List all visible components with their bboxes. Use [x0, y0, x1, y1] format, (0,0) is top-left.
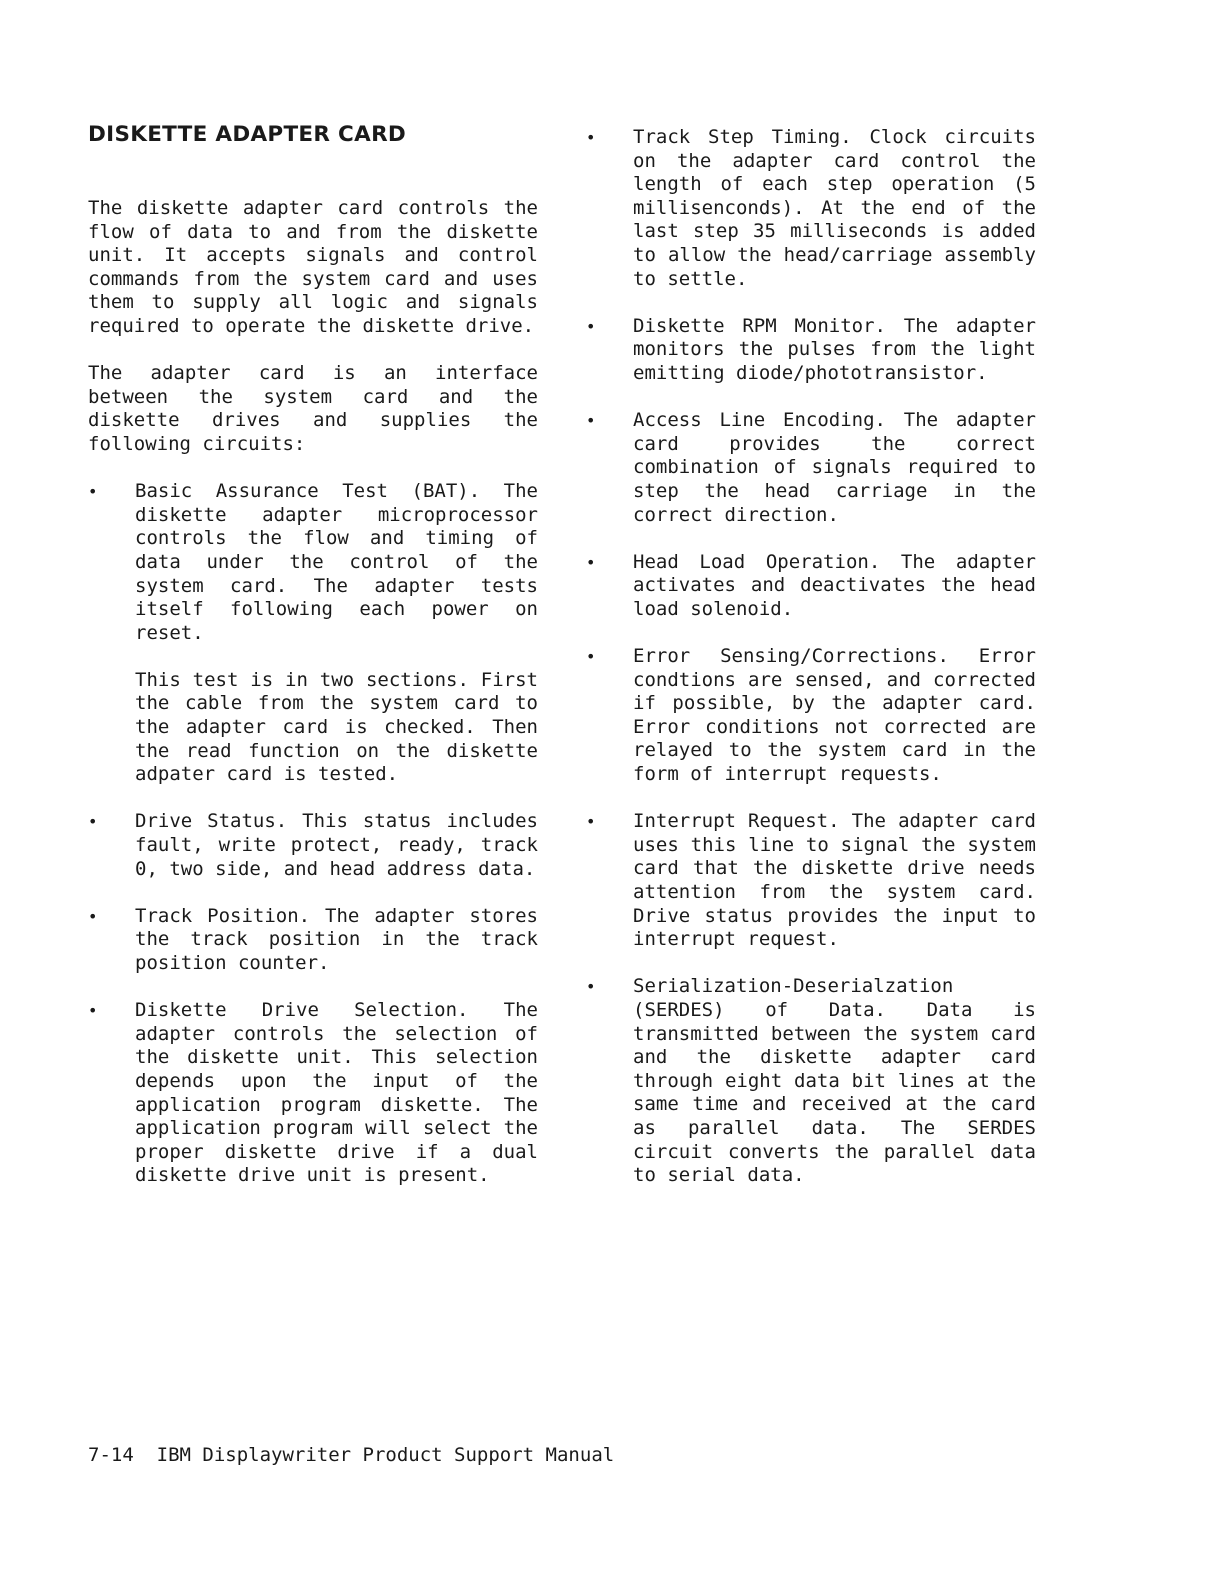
- list-item: [586, 975, 1036, 1187]
- list-item-text: Diskette Drive Selection. The adapter controls the selection of the diskette unit. This selection depends upon the input of the application program diskette. The application program will select the proper diskette drive if a dual diskette drive unit is present.: [135, 999, 538, 1187]
- list-item-text: Track Step Timing. Clock circuits on the adapter card control the length of each step operation (5 millisenconds). At the end of the last step 35 milliseconds is added to allow the head/carriage assembly to settle.: [633, 126, 1036, 290]
- bullet-icon: •: [586, 411, 596, 431]
- intro-paragraph: The diskette adapter card controls the flow of data to and from the diskette unit. It accepts signals and control commands from the system card and uses them to supply all logic and signals required to operate the diskette drive.: [88, 197, 538, 337]
- bullet-icon: •: [586, 647, 596, 667]
- bullet-icon: •: [586, 552, 596, 572]
- bullet-icon: •: [586, 128, 596, 147]
- bullet-icon: •: [88, 812, 98, 832]
- list-item-text: Serialization-Deserialzation (SERDES) of Data. Data is transmitted between the system card and the diskette adapter card through eight data bit lines at the same time and received at the card as parallel data. The SERDES circuit converts the parallel data to serial data.: [633, 975, 1036, 1187]
- list-item-text: Basic Assurance Test (BAT). The diskette adapter microprocessor controls the flow and timing of data under the control of the system card. The adapter tests itself following each power on reset.: [135, 480, 538, 644]
- list-item-text: Interrupt Request. The adapter card uses this line to signal the system card that the diskette drive needs attention from the system card. Drive status provides the input to interrupt request.: [633, 810, 1036, 951]
- intro-paragraph: The adapter card is an interface between the system card and the diskette drives and supplies the following circuits:: [88, 362, 538, 455]
- list-item: [586, 409, 1036, 527]
- list-item: [586, 315, 1036, 386]
- bullet-icon: •: [88, 482, 98, 502]
- section-heading: DISKETTE ADAPTER CARD: [88, 122, 407, 147]
- list-item-text: Drive Status. This status includes fault, write protect, ready, track 0, two side, and head address data.: [135, 810, 538, 880]
- list-item-text: Track Position. The adapter stores the track position in the track position counter.: [135, 904, 538, 974]
- list-item: [88, 999, 538, 1188]
- circuit-list: [88, 480, 538, 1188]
- list-item: [88, 480, 538, 787]
- list-item-text: Head Load Operation. The adapter activates and deactivates the head load solenoid.: [633, 550, 1036, 620]
- bullet-icon: •: [586, 977, 596, 997]
- list-item-text: Access Line Encoding. The adapter card provides the correct combination of signals required to step the head carriage in the correct direction.: [633, 409, 1036, 526]
- bullet-icon: •: [88, 1001, 98, 1021]
- list-item: [586, 810, 1036, 952]
- list-item: [88, 810, 538, 881]
- list-item: [586, 645, 1036, 787]
- list-item: [88, 905, 538, 976]
- bullet-icon: •: [88, 906, 98, 926]
- right-column: [586, 126, 1036, 1211]
- list-item-text: This test is in two sections. First the cable from the system card to the adapter card is checked. Then the read function on the diskette adpater card is tested.: [135, 668, 538, 786]
- left-column: [88, 197, 538, 1212]
- list-item-text: Error Sensing/Corrections. Error condtions are sensed, and corrected if possible, by the adapter card. Error conditions not corrected are relayed to the system card in the form of interrupt requests.: [633, 645, 1036, 786]
- list-item-text: Diskette RPM Monitor. The adapter monitors the pulses from the light emitting diode/phototransistor.: [633, 314, 1036, 384]
- list-item: [586, 551, 1036, 622]
- circuit-list: [586, 126, 1036, 1188]
- list-item: [586, 126, 1036, 291]
- page-footer: 7-14 IBM Displaywriter Product Support Manual: [88, 1444, 615, 1466]
- bullet-icon: •: [586, 316, 596, 336]
- bullet-icon: •: [586, 812, 596, 832]
